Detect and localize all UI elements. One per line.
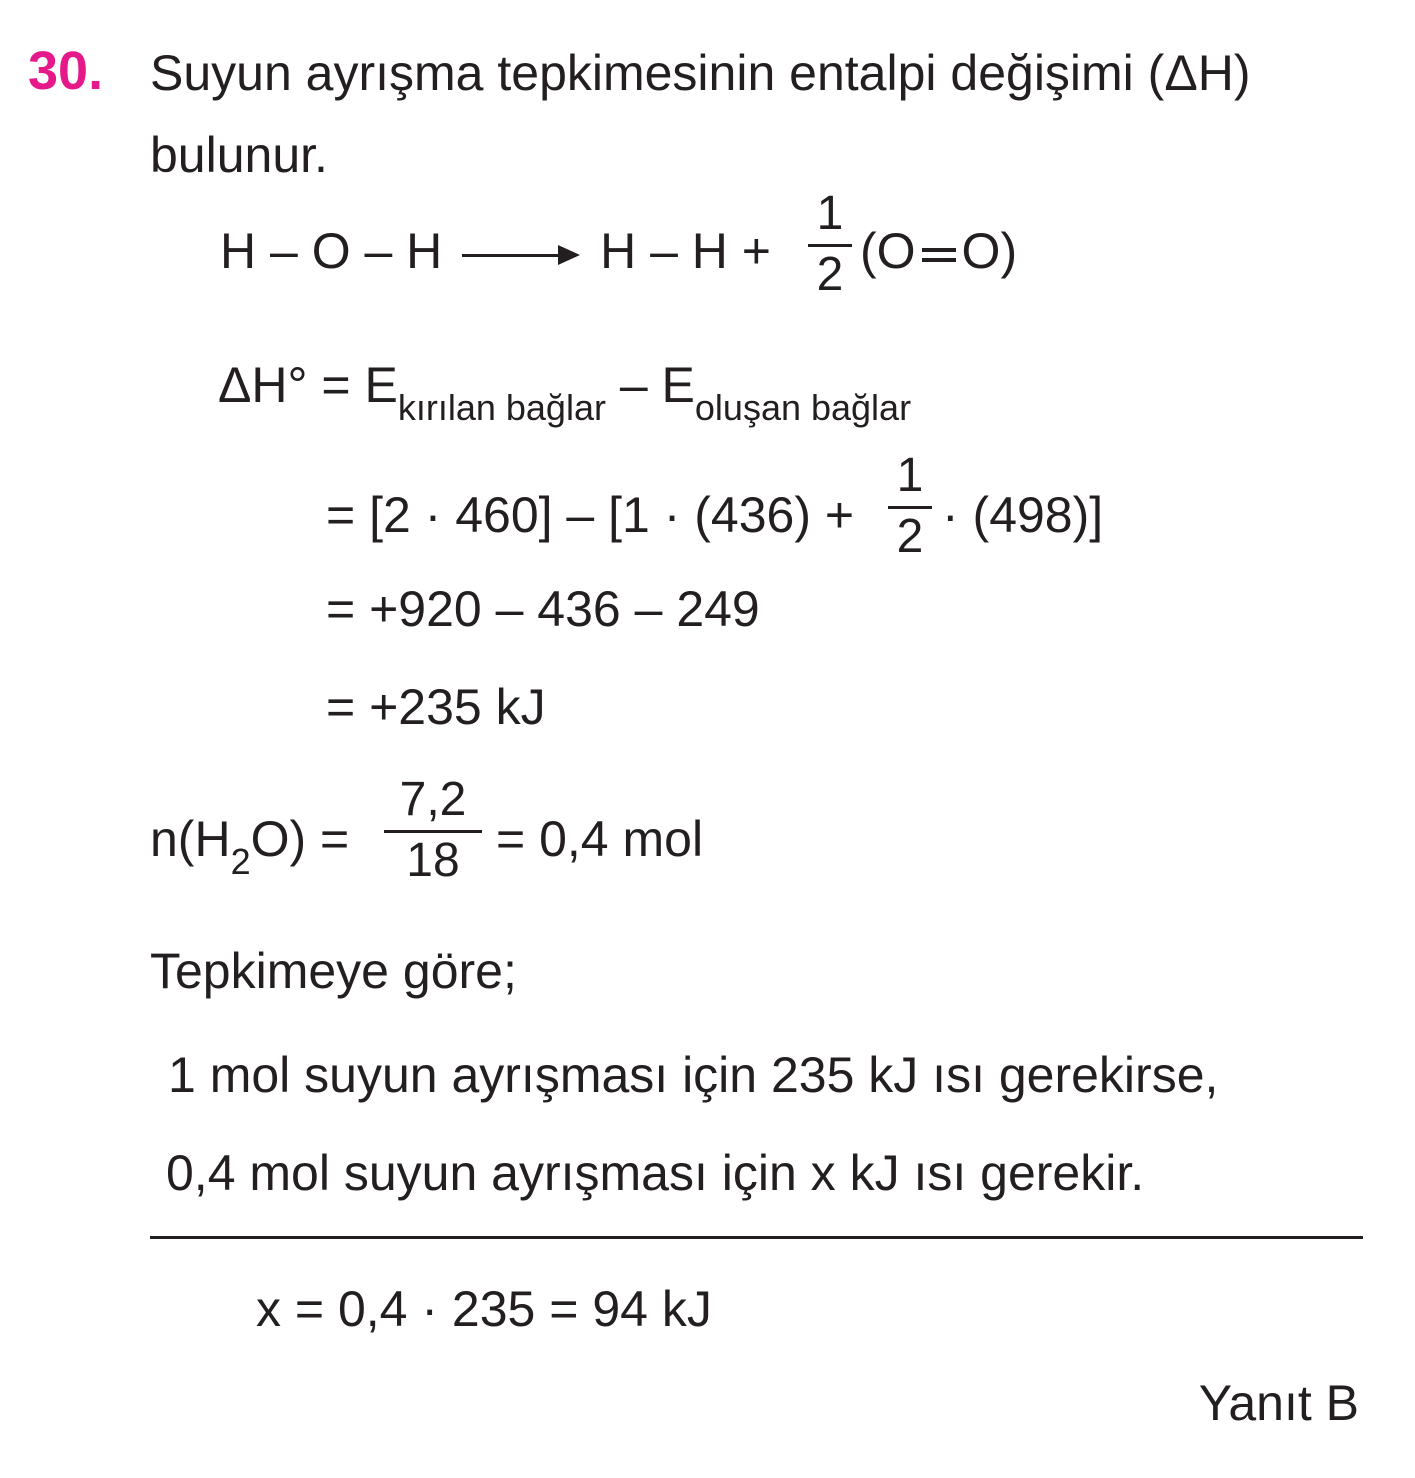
answer-label: Yanıt B xyxy=(1198,1375,1359,1431)
subscript-formed-bonds: oluşan bağlar xyxy=(694,387,912,428)
subscript-broken-bonds: kırılan bağlar xyxy=(397,387,606,428)
subscript-2: 2 xyxy=(230,841,251,882)
reaction-coefficient-fraction xyxy=(808,187,852,301)
fraction-denominator: 2 xyxy=(816,248,844,301)
proportion-intro: Tepkimeye göre; xyxy=(150,943,517,999)
double-bond-icon xyxy=(922,248,956,262)
moles-rhs: = 0,4 mol xyxy=(496,811,704,867)
proportion-result: x = 0,4 · 235 = 94 kJ xyxy=(256,1281,712,1337)
calc-step1-right: · (498)] xyxy=(942,487,1104,543)
question-number: 30. xyxy=(28,41,104,101)
reaction-arrow-icon xyxy=(462,245,580,265)
enthalpy-formula: $\Delta H^\circ = E_{kırılan bağlar} - E_{oluşan bağlar}$ xyxy=(218,357,912,428)
moles-lhs: $n(H_2O)$ = xyxy=(150,811,350,882)
proportion-row1: 1 mol suyun ayrışması için 235 kJ ısı gerekirse, xyxy=(168,1047,1219,1103)
calc-step1-fraction xyxy=(888,449,932,563)
calc-step2: = +920 – 436 – 249 xyxy=(326,581,760,637)
question-text-line1: Suyun ayrışma tepkimesinin entalpi değişimi (ΔH) xyxy=(150,45,1251,101)
reaction-equation xyxy=(220,223,772,279)
fraction-denominator: 18 xyxy=(406,834,460,887)
proportion-row2: 0,4 mol suyun ayrışması için x kJ ısı gerekir. xyxy=(166,1145,1145,1201)
calc-step1-left: = [2 · 460] – [1 · (436) + xyxy=(326,487,855,543)
fraction-numerator: 1 xyxy=(896,449,924,502)
fraction-numerator: 7,2 xyxy=(399,773,467,826)
question-text-line2: bulunur. xyxy=(150,127,328,183)
fraction-numerator: 1 xyxy=(816,187,844,240)
reactant-formula: H – O – H xyxy=(220,223,443,279)
product-formula-h2: H – H + xyxy=(600,223,772,279)
moles-fraction xyxy=(384,773,482,887)
fraction-denominator: 2 xyxy=(896,510,924,563)
proportion-divider xyxy=(150,1236,1363,1239)
calc-step3: = +235 kJ xyxy=(326,679,546,735)
product-formula-o2: (O O) xyxy=(860,223,1018,279)
